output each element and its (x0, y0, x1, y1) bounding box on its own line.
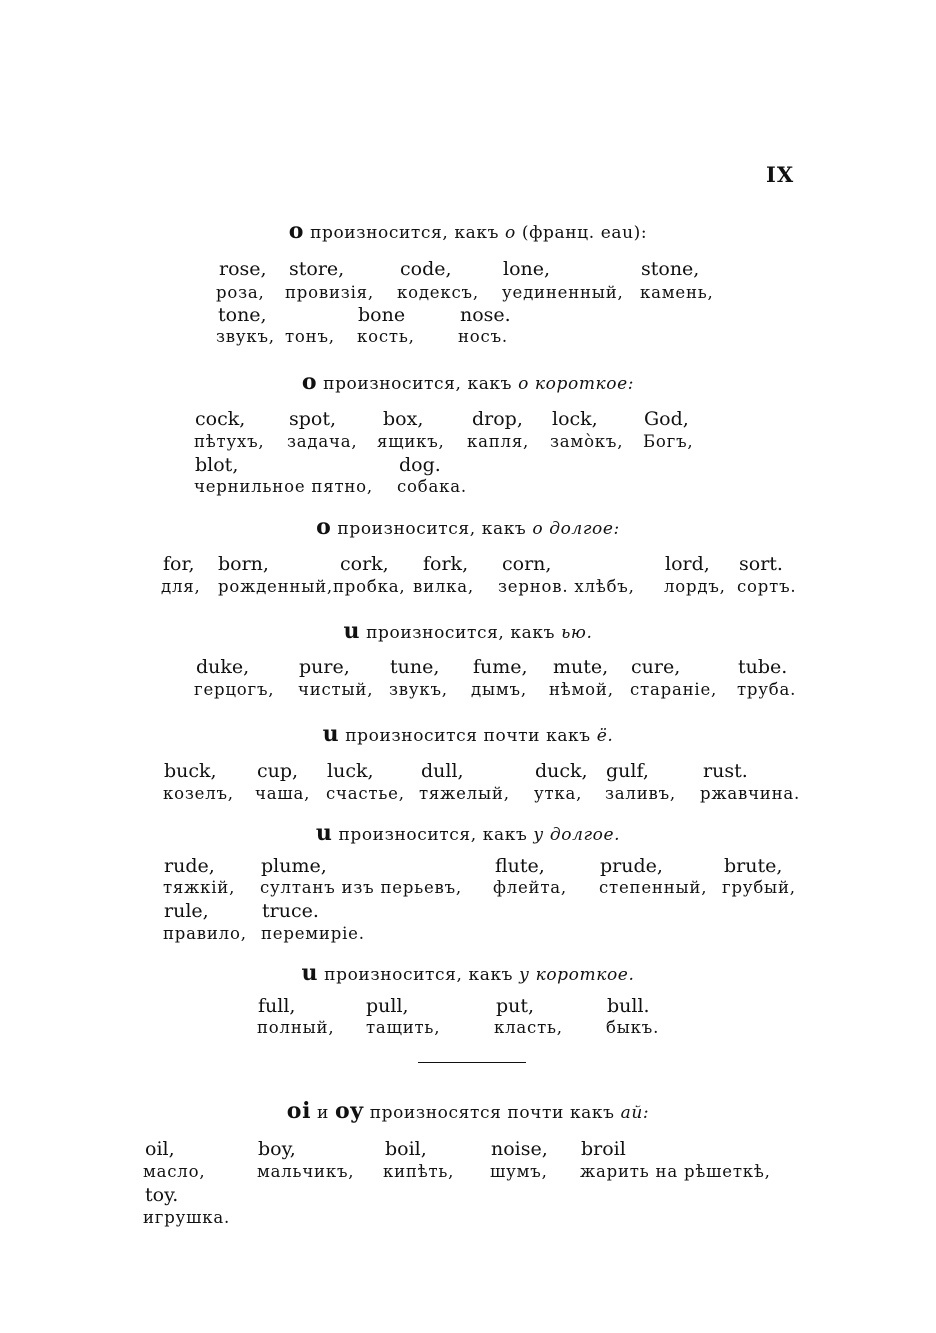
heading-sound: у короткое. (519, 965, 635, 985)
translation: пѣтухъ, (194, 432, 265, 451)
translation: собака. (397, 477, 467, 496)
translation: грубый, (722, 878, 796, 897)
translation: правило, (163, 924, 247, 943)
word: prude, (600, 855, 663, 877)
word: lord, (665, 553, 710, 575)
word: brute, (724, 855, 783, 877)
translation: перемиріе. (261, 924, 365, 943)
heading-prefix: произносится, какъ (337, 519, 527, 539)
translation: тащить, (366, 1018, 441, 1037)
word: for, (163, 553, 195, 575)
heading-letter: oi (286, 1098, 312, 1124)
word: cock, (195, 408, 246, 430)
translation: тяжкій, (163, 878, 236, 897)
word: luck, (327, 760, 374, 782)
translation: утка, (534, 784, 583, 803)
heading-letter: u (343, 618, 361, 644)
word: code, (400, 258, 452, 280)
translation: чаша, (255, 784, 311, 803)
word: cork, (340, 553, 389, 575)
translation: кость, (357, 327, 415, 346)
word: pull, (366, 995, 409, 1017)
heading-sound: у долгое. (533, 825, 621, 845)
word: tone, (218, 304, 267, 326)
word: fume, (473, 656, 528, 678)
translation: счастье, (326, 784, 405, 803)
translation: кипѣть, (383, 1162, 455, 1181)
word: God, (644, 408, 689, 430)
word: pure, (299, 656, 350, 678)
word: flute, (495, 855, 545, 877)
translation: уединенный, (502, 283, 624, 302)
word: mute, (553, 656, 609, 678)
word: fork, (423, 553, 469, 575)
translation: кодексъ, (397, 283, 479, 302)
word: buck, (164, 760, 217, 782)
translation: вилка, (413, 577, 474, 596)
translation: камень, (640, 283, 714, 302)
word: spot, (289, 408, 337, 430)
word: full, (258, 995, 296, 1017)
translation: роза, (216, 283, 265, 302)
word: tube. (738, 656, 788, 678)
translation: сортъ. (737, 577, 797, 596)
translation: пробка, (333, 577, 406, 596)
translation: тонъ, (285, 327, 335, 346)
translation: нѣмой, (549, 680, 614, 699)
word: boil, (385, 1138, 427, 1160)
word: box, (383, 408, 424, 430)
heading-sound: ью. (561, 623, 593, 643)
word: rust. (703, 760, 748, 782)
word: plume, (261, 855, 327, 877)
word: broil (581, 1138, 626, 1160)
translation: провизія, (285, 283, 374, 302)
translation: жарить на рѣшеткѣ, (580, 1162, 771, 1181)
word: rude, (164, 855, 215, 877)
translation: ржавчина. (700, 784, 801, 803)
word: boy, (258, 1138, 296, 1160)
heading-suffix: (франц. eau): (521, 223, 648, 243)
translation: замòкъ, (550, 432, 624, 451)
section-heading (0, 820, 936, 846)
word: store, (289, 258, 345, 280)
heading-sound: о (505, 223, 516, 243)
translation: Богъ, (643, 432, 694, 451)
translation: лордъ, (664, 577, 726, 596)
heading-sound: о короткое: (518, 374, 635, 394)
section-heading (0, 369, 936, 395)
heading-prefix: произносятся почти какъ (369, 1103, 615, 1123)
word: lock, (552, 408, 598, 430)
translation: тяжелый, (419, 784, 510, 803)
word: toy. (145, 1184, 179, 1206)
translation: капля, (467, 432, 530, 451)
heading-letter-2: oy (335, 1098, 364, 1124)
section-heading (0, 218, 936, 244)
heading-prefix: произносится почти какъ (345, 726, 591, 746)
translation: герцогъ, (194, 680, 275, 699)
heading-prefix: произносится, какъ (310, 223, 499, 243)
translation: быкъ. (606, 1018, 660, 1037)
word: gulf, (606, 760, 649, 782)
word: lone, (503, 258, 551, 280)
word: drop, (472, 408, 523, 430)
word: born, (218, 553, 269, 575)
heading-prefix: произносится, какъ (366, 623, 556, 643)
heading-prefix: произносится, какъ (338, 825, 528, 845)
heading-prefix: произносится, какъ (323, 374, 513, 394)
translation: султанъ изъ перьевъ, (260, 878, 462, 897)
word: duck, (535, 760, 588, 782)
word: blot, (195, 454, 239, 476)
translation: масло, (143, 1162, 206, 1181)
translation: флейта, (493, 878, 567, 897)
heading-letter: u (322, 721, 340, 747)
heading-prefix: произносится, какъ (324, 965, 514, 985)
translation: шумъ, (490, 1162, 548, 1181)
translation: игрушка. (143, 1208, 231, 1227)
section-divider (418, 1062, 526, 1063)
heading-letter: u (301, 960, 319, 986)
word: oil, (145, 1138, 175, 1160)
translation: мальчикъ, (257, 1162, 355, 1181)
heading-letter: u (315, 820, 333, 846)
word: dull, (421, 760, 464, 782)
heading-letter: o (316, 514, 332, 540)
translation: дымъ, (471, 680, 527, 699)
heading-conjunction: и (317, 1103, 329, 1123)
word: cure, (631, 656, 681, 678)
translation: рожденный, (218, 577, 333, 596)
word: bull. (607, 995, 650, 1017)
word: duke, (196, 656, 250, 678)
section-heading (0, 514, 936, 540)
heading-letter: o (301, 369, 318, 395)
translation: стараніе, (630, 680, 718, 699)
word: noise, (491, 1138, 548, 1160)
heading-sound: о долгое: (532, 519, 620, 539)
translation: звукъ, (389, 680, 448, 699)
section-heading (0, 721, 936, 747)
word: stone, (641, 258, 700, 280)
section-heading (0, 618, 936, 644)
heading-letter: o (288, 218, 305, 244)
section-heading (0, 1098, 936, 1124)
word: nose. (460, 304, 511, 326)
translation: чернильное пятно, (194, 477, 373, 496)
word: sort. (739, 553, 783, 575)
page-number: IX (766, 162, 795, 187)
word: truce. (262, 900, 319, 922)
heading-sound: ай: (620, 1103, 650, 1123)
translation: задача, (287, 432, 358, 451)
word: cup, (257, 760, 299, 782)
translation: заливъ, (605, 784, 676, 803)
translation: класть, (494, 1018, 563, 1037)
translation: звукъ, (216, 327, 275, 346)
heading-sound: ё. (596, 726, 614, 746)
translation: степенный, (599, 878, 708, 897)
translation: для, (161, 577, 201, 596)
word: bone (358, 304, 406, 326)
word: put, (496, 995, 535, 1017)
translation: носъ. (458, 327, 508, 346)
word: corn, (502, 553, 552, 575)
translation: чистый, (298, 680, 374, 699)
translation: козелъ, (163, 784, 234, 803)
translation: полный, (257, 1018, 335, 1037)
word: tune, (390, 656, 440, 678)
section-heading (0, 960, 936, 986)
word: rule, (164, 900, 209, 922)
word: rose, (219, 258, 267, 280)
translation: труба. (737, 680, 797, 699)
word: dog. (399, 454, 441, 476)
translation: ящикъ, (377, 432, 445, 451)
translation: зернов. хлѣбъ, (498, 577, 635, 596)
